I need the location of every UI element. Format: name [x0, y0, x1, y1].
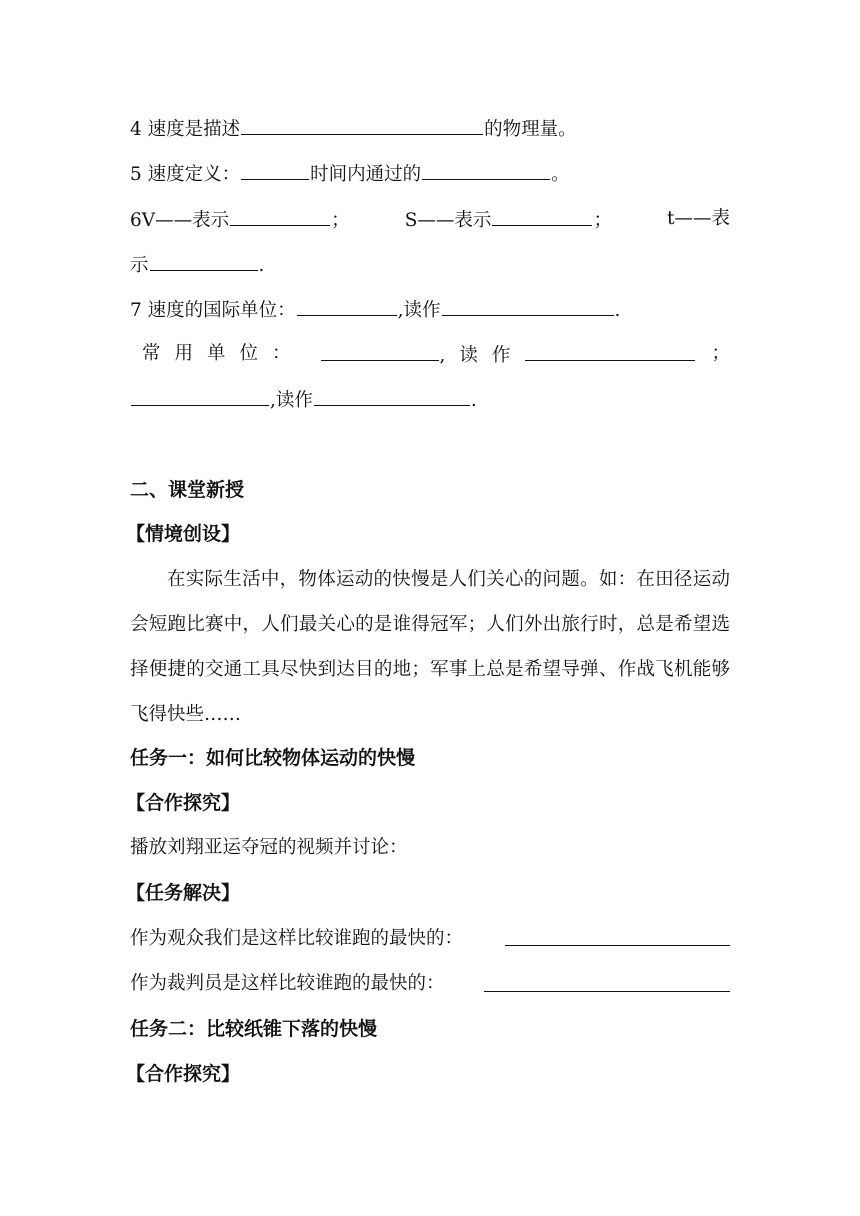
q4-prefix: 4 速度是描述	[130, 119, 241, 140]
q7-common-unit-blank[interactable]	[321, 342, 439, 361]
q7-read3: ,读作	[270, 390, 313, 411]
referee-answer-line[interactable]	[484, 991, 730, 992]
question-6-continued	[130, 252, 730, 278]
q7-si-unit-blank[interactable]	[297, 297, 397, 316]
question-6	[130, 207, 730, 233]
task-1-solve-heading: 【任务解决】	[126, 882, 241, 904]
q7-end2: ；	[711, 343, 730, 364]
q7-common-read-blank[interactable]	[525, 342, 695, 361]
q6-cont-label: 示	[130, 255, 149, 276]
audience-answer-line[interactable]	[505, 945, 730, 946]
task-1-coop-text: 播放刘翔亚运夺冠的视频并讨论：	[130, 837, 408, 858]
scenario-paragraph	[130, 557, 730, 737]
q5-middle: 时间内通过的	[310, 164, 422, 185]
q7-end1: .	[614, 300, 621, 321]
q7-common-blank-group	[320, 342, 697, 368]
q7-common-unit2-blank[interactable]	[131, 387, 269, 406]
q6-v-group	[130, 207, 350, 233]
q7-read2: ,读作	[439, 345, 525, 366]
q7-end3: .	[470, 390, 477, 411]
q6-s-blank[interactable]	[492, 207, 592, 226]
q6-s-group	[405, 207, 612, 233]
question-4	[130, 116, 730, 142]
q6-s-end: ；	[593, 210, 612, 231]
referee-question: 作为裁判员是这样比较谁跑的最快的：	[130, 973, 445, 994]
q7-common-label: 常用单位：	[142, 343, 305, 364]
task-2-title: 任务二：比较纸锥下落的快慢	[130, 1018, 378, 1040]
q6-v-blank[interactable]	[230, 207, 330, 226]
q5-suffix: 。	[551, 164, 570, 185]
task-2-coop-heading: 【合作探究】	[126, 1063, 241, 1085]
task-1-title: 任务一：如何比较物体运动的快慢	[130, 747, 416, 769]
question-7-common-2	[130, 387, 730, 413]
section-2-title: 二、课堂新授	[130, 479, 245, 501]
q7-read1: ,读作	[397, 300, 441, 321]
audience-question: 作为观众我们是这样比较谁跑的最快的：	[130, 928, 464, 949]
q5-prefix: 5 速度定义：	[130, 164, 241, 185]
q5-blank-distance[interactable]	[422, 161, 550, 180]
question-5	[130, 161, 730, 187]
question-7	[130, 297, 730, 323]
q7-common-read2-blank[interactable]	[314, 387, 470, 406]
q5-blank-time[interactable]	[241, 161, 309, 180]
q4-blank[interactable]	[241, 116, 483, 135]
scenario-heading: 【情境创设】	[126, 523, 241, 545]
q4-suffix: 的物理量。	[484, 119, 577, 140]
q7-prefix: 7 速度的国际单位：	[130, 300, 296, 321]
question-7-common	[130, 342, 730, 368]
q6-t-label: t——表	[667, 208, 730, 229]
q7-si-read-blank[interactable]	[442, 297, 614, 316]
scenario-text: 在实际生活中，物体运动的快慢是人们关心的问题。如：在田径运动会短跑比赛中，人们最关心的是谁得冠军；人们外出旅行时，总是希望选择便捷的交通工具尽快到达目的地；军事上总是希望导弹、作战飞机能够飞得快些……	[130, 569, 730, 725]
q6-s-label: S——表示	[404, 210, 492, 231]
q6-cont-end: .	[258, 255, 265, 276]
task-1-coop-heading: 【合作探究】	[126, 792, 241, 814]
q6-v-end: ；	[331, 210, 350, 231]
q6-v-label: 6V——表示	[130, 210, 230, 231]
q6-t-blank[interactable]	[150, 252, 258, 271]
